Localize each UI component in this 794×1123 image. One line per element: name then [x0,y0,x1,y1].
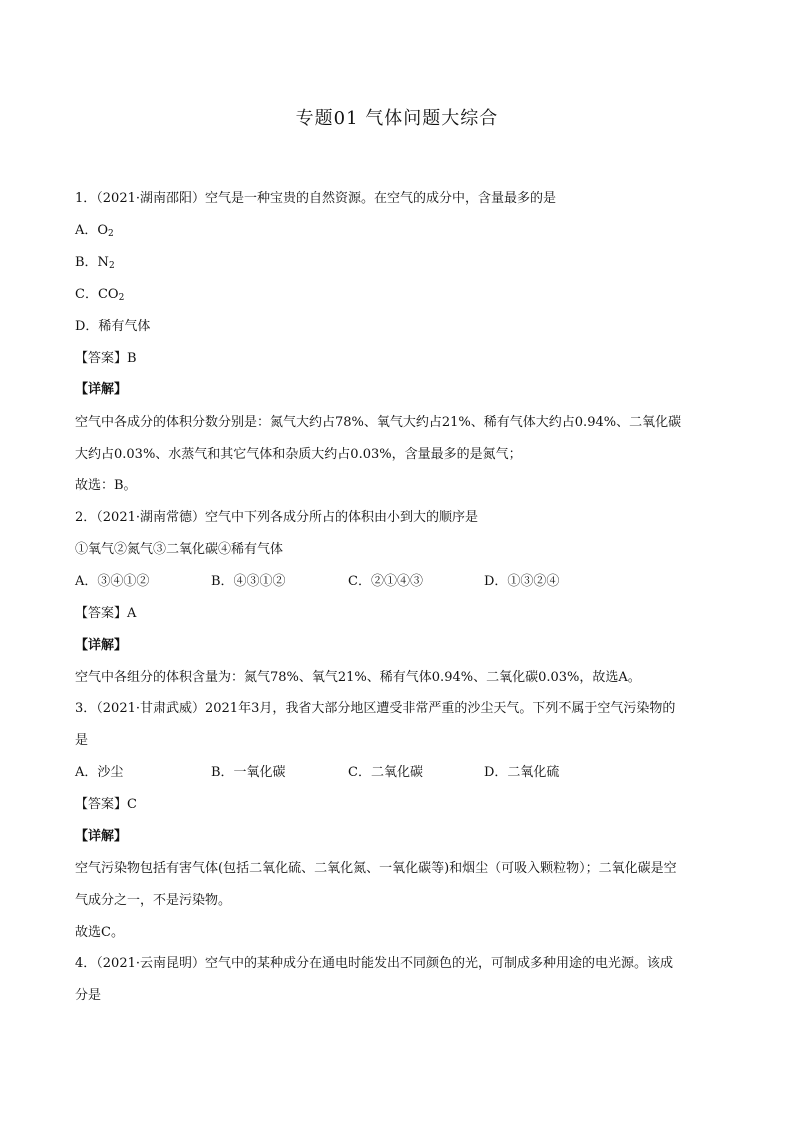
q1-option-a [75,219,114,239]
q1-answer: 【答案】B [75,351,137,366]
q2-option-a: A．③④①② [75,574,150,589]
q2-answer: 【答案】A [75,606,137,621]
q1-conclusion: 故选：B。 [75,478,137,493]
q1-option-c [75,283,124,303]
q3-detail-line-2: 气成分之一，不是污染物。 [75,893,232,908]
q1-option-c-subscript: 2 [118,293,125,303]
q1-option-a-subscript: 2 [108,229,114,239]
q1-detail-label: 【详解】 [75,382,128,397]
q3-answer: 【答案】C [75,797,137,812]
q1-option-b [75,251,115,271]
q2-detail-label: 【详解】 [75,638,128,653]
q3-option-d: D．二氧化硫 [484,765,560,780]
q1-option-d: D．稀有气体 [75,319,151,334]
q3-stem-line-1: 3．（2021·甘肃武威）2021年3月，我省大部分地区遭受非常严重的沙尘天气。下列不属于空气污染物的 [75,701,676,716]
q3-detail-line-1: 空气污染物包括有害气体(包括二氧化硫、二氧化氮、一氧化碳等)和烟尘（可吸入颗粒物）；二氧化碳是空 [75,861,677,876]
q1-option-a-text: A．O [75,223,109,238]
q1-option-b-subscript: 2 [108,261,115,271]
q2-option-c: C．②①④③ [348,574,423,589]
q3-option-b: B．一氧化碳 [211,765,286,780]
q2-items: ①氧气②氮气③二氧化碳④稀有气体 [75,542,284,557]
q1-stem: 1．（2021·湖南邵阳）空气是一种宝贵的自然资源。在空气的成分中，含量最多的是 [75,191,556,206]
q3-option-c: C．二氧化碳 [348,765,423,780]
page-title: 专题01 气体问题大综合 [295,108,499,129]
q4-stem-line-2: 分是 [75,988,102,1003]
q3-conclusion: 故选C。 [75,925,124,940]
q1-option-b-text: B．N [75,255,109,270]
q3-option-a: A．沙尘 [75,765,124,780]
q3-detail-label: 【详解】 [75,829,128,844]
q3-stem-line-2: 是 [75,733,89,748]
q1-option-c-text: C．CO [75,287,119,302]
q1-detail-line-1: 空气中各成分的体积分数分别是：氮气大约占78%、氧气大约占21%、稀有气体大约占0.94%、二氧化碳 [75,415,682,430]
q1-detail-line-2: 大约占0.03%、水蒸气和其它气体和杂质大约占0.03%，含量最多的是氮气； [75,447,522,462]
q2-detail-line-1: 空气中各组分的体积含量为：氮气78%、氧气21%、稀有气体0.94%、二氧化碳0.03%，故选A。 [75,670,641,685]
q2-option-b: B．④③①② [211,574,286,589]
q2-stem: 2．（2021·湖南常德）空气中下列各成分所占的体积由小到大的顺序是 [75,510,478,525]
q4-stem-line-1: 4．（2021·云南昆明）空气中的某种成分在通电时能发出不同颜色的光，可制成多种用途的电光源。该成 [75,956,673,971]
q2-option-d: D．①③②④ [484,574,560,589]
